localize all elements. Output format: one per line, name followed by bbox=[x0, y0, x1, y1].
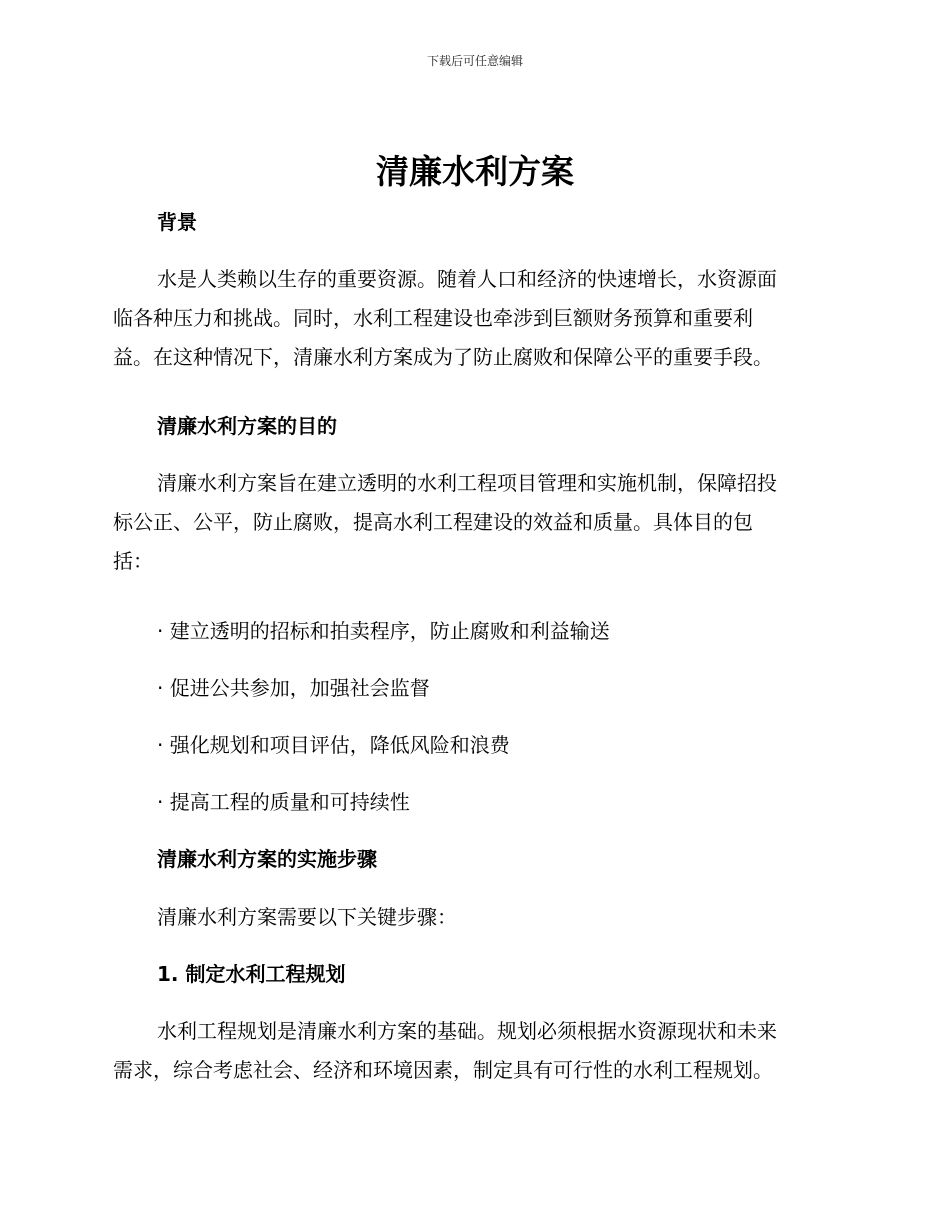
purpose-bullet-item: · 建立透明的招标和拍卖程序，防止腐败和利益输送 bbox=[157, 619, 610, 643]
purpose-bullet-item: · 促进公共参加，加强社会监督 bbox=[157, 676, 430, 700]
paragraph-line: 需求，综合考虑社会、经济和环境因素，制定具有可行性的水利工程规划。 bbox=[113, 1058, 773, 1082]
steps-intro-text: 清廉水利方案需要以下关键步骤： bbox=[157, 905, 457, 929]
purpose-bullet-item: · 强化规划和项目评估，降低风险和浪费 bbox=[157, 733, 510, 757]
section-heading-steps: 清廉水利方案的实施步骤 bbox=[157, 847, 377, 871]
step-heading-1: 1. 制定水利工程规划 bbox=[157, 962, 346, 986]
section-heading-background: 背景 bbox=[157, 210, 197, 234]
paragraph-line: 益。在这种情况下，清廉水利方案成为了防止腐败和保障公平的重要手段。 bbox=[113, 345, 773, 369]
document-title: 清廉水利方案 bbox=[376, 152, 574, 191]
purpose-bullet-item: · 提高工程的质量和可持续性 bbox=[157, 790, 410, 814]
paragraph-line: 标公正、公平，防止腐败，提高水利工程建设的效益和质量。具体目的包 bbox=[113, 510, 753, 534]
paragraph-line: 清廉水利方案旨在建立透明的水利工程项目管理和实施机制，保障招投 bbox=[157, 471, 777, 495]
paragraph-line: 水利工程规划是清廉水利方案的基础。规划必须根据水资源现状和未来 bbox=[157, 1019, 777, 1043]
paragraph-line: 临各种压力和挑战。同时，水利工程建设也牵涉到巨额财务预算和重要利 bbox=[113, 306, 753, 330]
paragraph-purpose bbox=[113, 468, 843, 577]
section-heading-purpose: 清廉水利方案的目的 bbox=[157, 414, 337, 438]
paragraph-step-1 bbox=[113, 1016, 843, 1086]
paragraph-background bbox=[113, 264, 843, 373]
page-header: 下载后可任意编辑 bbox=[426, 54, 523, 68]
paragraph-line: 水是人类赖以生存的重要资源。随着人口和经济的快速增长，水资源面 bbox=[157, 267, 777, 291]
paragraph-line: 括： bbox=[113, 549, 153, 573]
